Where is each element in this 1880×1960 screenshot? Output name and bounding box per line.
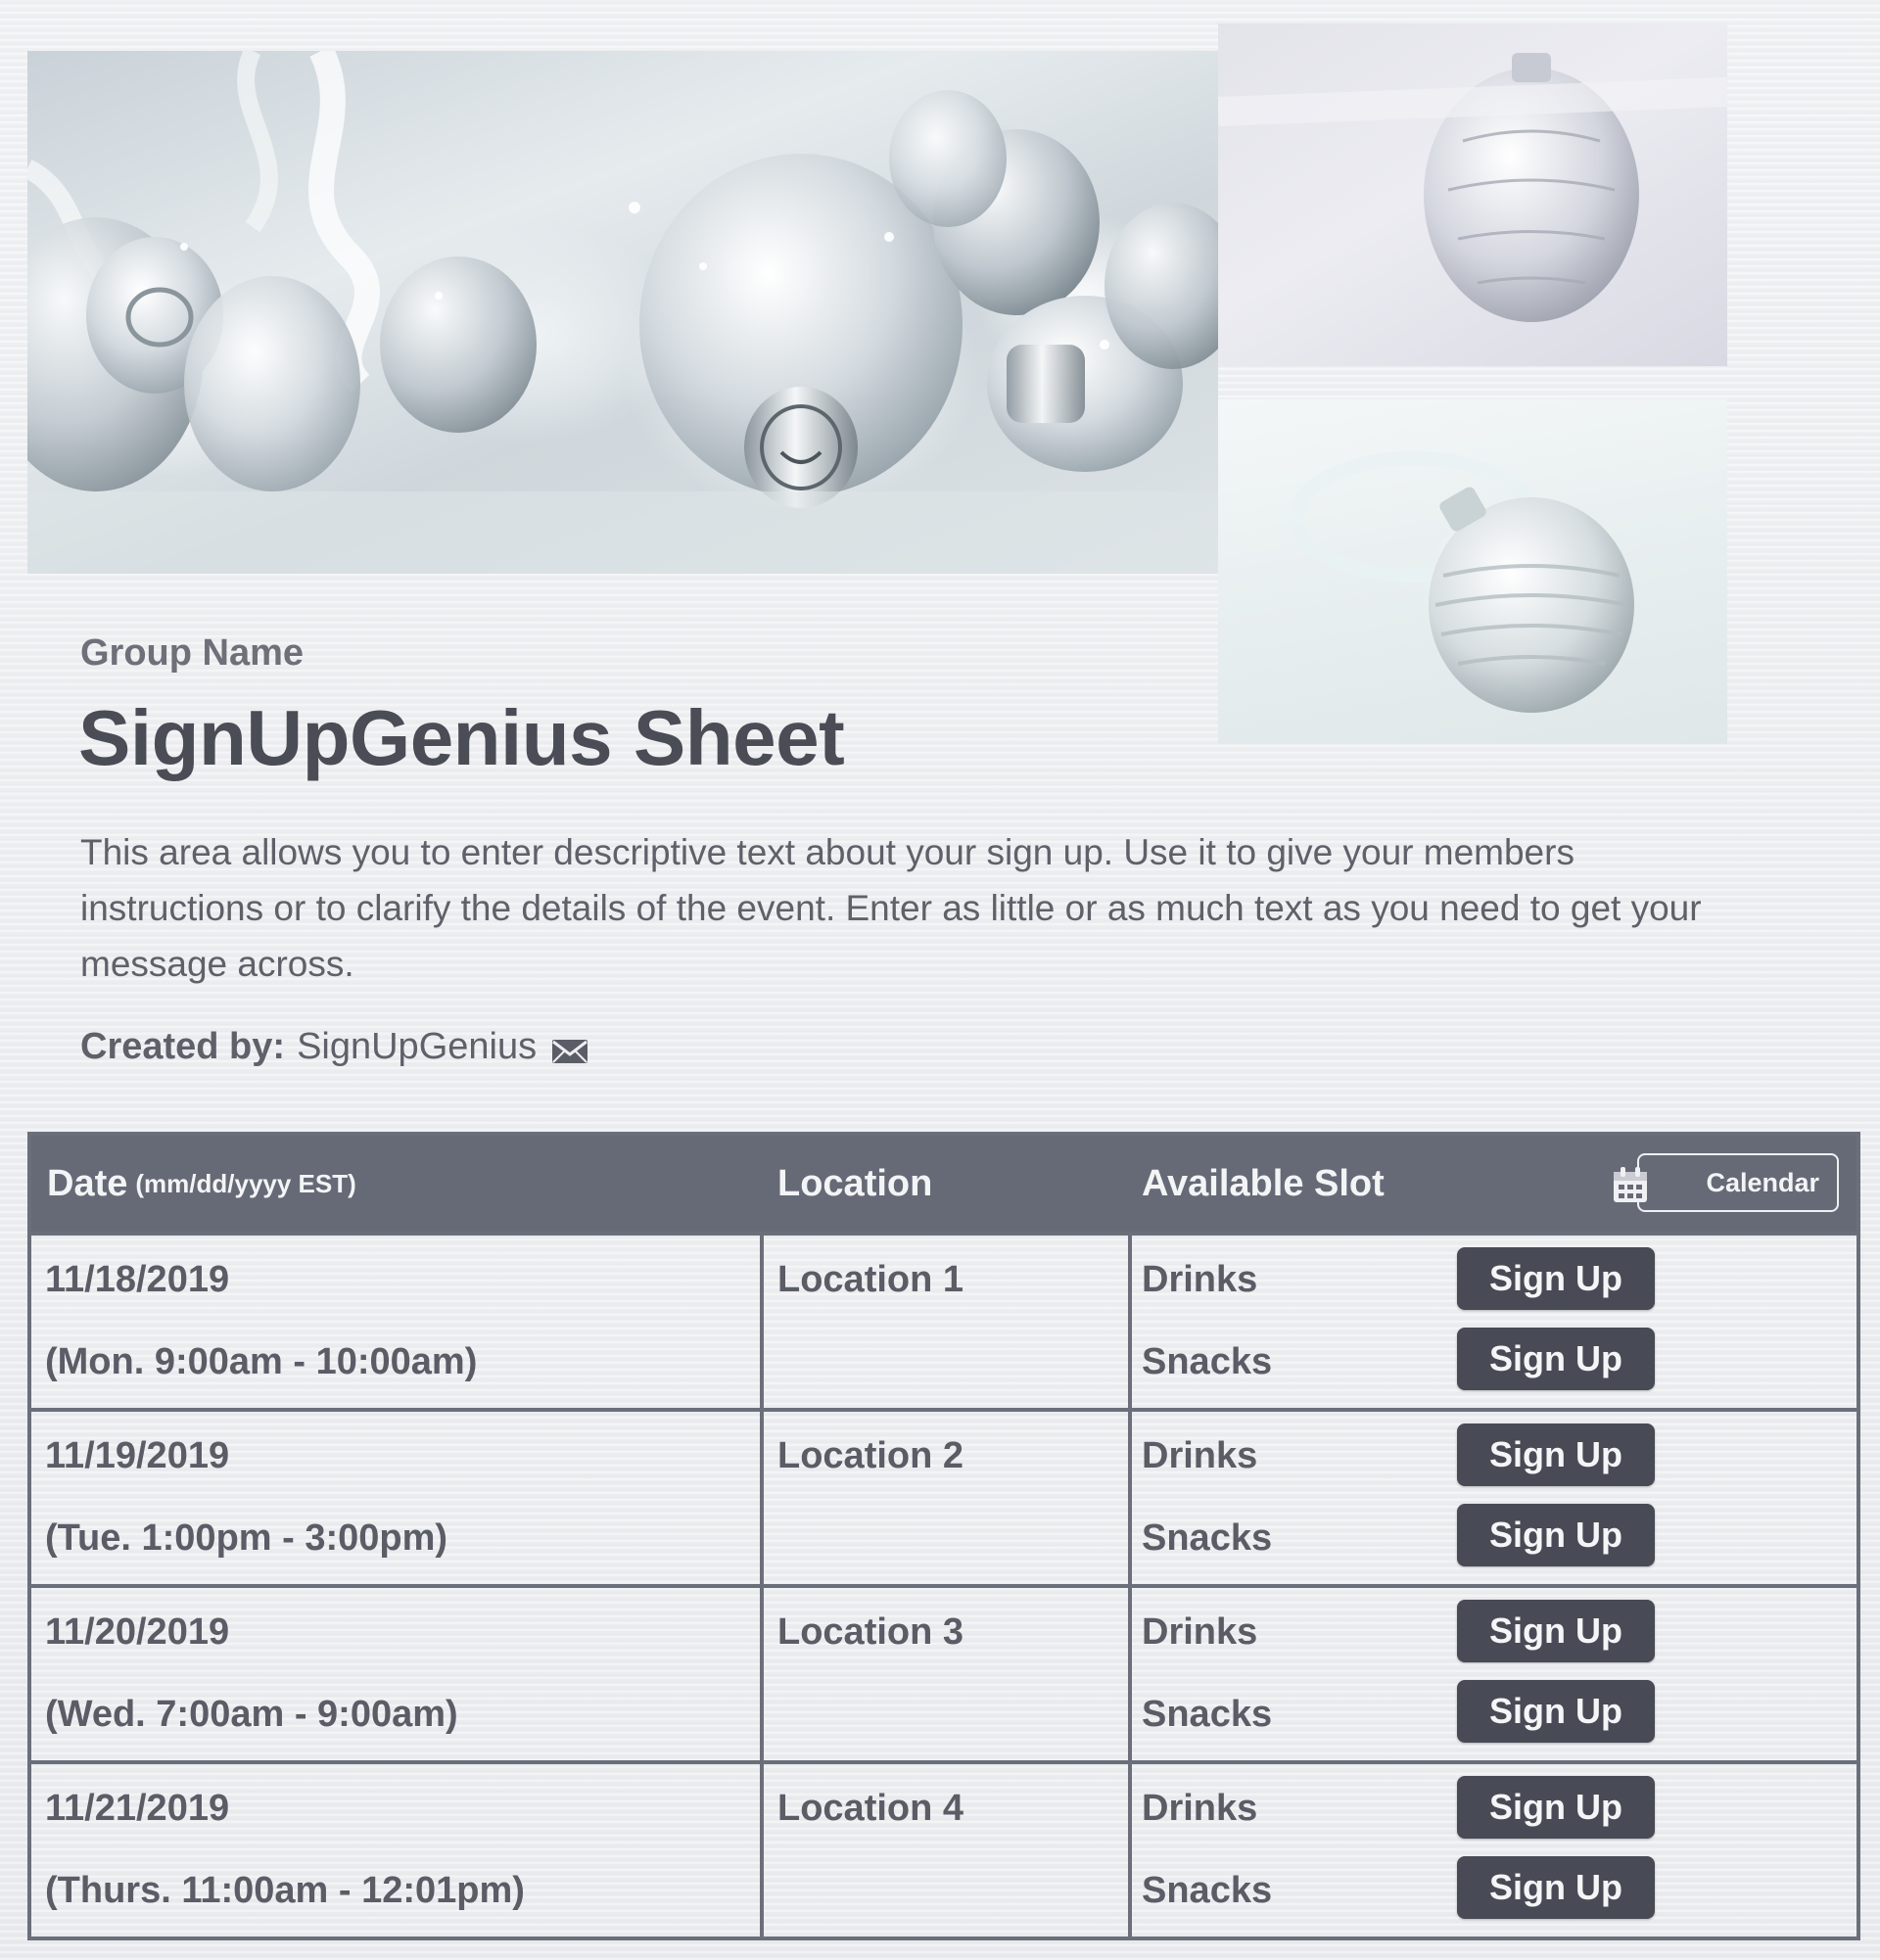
- slot-time: (Tue. 1:00pm - 3:00pm): [45, 1517, 448, 1559]
- slot-item: Snacks: [1142, 1870, 1273, 1911]
- sign-up-button[interactable]: Sign Up: [1457, 1328, 1655, 1390]
- signup-table: [27, 1132, 1860, 1940]
- slot-item: Snacks: [1142, 1341, 1273, 1382]
- slot-cell: [1132, 1588, 1856, 1760]
- calendar-icon: [1612, 1165, 1649, 1204]
- column-header-date: Date (mm/dd/yyyy EST): [47, 1162, 356, 1204]
- table-row: [31, 1760, 1856, 1937]
- group-name: Group Name: [80, 632, 305, 674]
- page-title: SignUpGenius Sheet: [78, 694, 845, 781]
- slot-item: Drinks: [1142, 1611, 1258, 1653]
- ornaments-illustration: [27, 51, 1218, 574]
- pinecone-ornament-illustration: [1218, 23, 1727, 366]
- slot-time: (Mon. 9:00am - 10:00am): [45, 1341, 478, 1382]
- location-cell: [764, 1764, 1132, 1937]
- banner-ornaments-image: [27, 51, 1218, 574]
- sign-up-button[interactable]: Sign Up: [1457, 1856, 1655, 1919]
- sign-up-button[interactable]: Sign Up: [1457, 1776, 1655, 1839]
- calendar-button-label: Calendar: [1706, 1167, 1819, 1197]
- banner-pinecone-image: [1218, 23, 1727, 366]
- location-cell: [764, 1412, 1132, 1584]
- slot-cell: [1132, 1236, 1856, 1408]
- sign-up-button[interactable]: Sign Up: [1457, 1504, 1655, 1566]
- pacifier-ornament-illustration: [1218, 399, 1727, 744]
- sign-up-button[interactable]: Sign Up: [1457, 1600, 1655, 1662]
- creator-name: SignUpGenius: [297, 1026, 538, 1067]
- date-format-note: (mm/dd/yyyy EST): [135, 1168, 356, 1198]
- calendar-button[interactable]: [1637, 1153, 1839, 1212]
- slot-location: Location 3: [777, 1611, 964, 1653]
- slot-date: 11/19/2019: [45, 1435, 230, 1476]
- date-cell: [31, 1588, 764, 1760]
- created-by: [80, 1026, 589, 1068]
- slot-date: 11/21/2019: [45, 1788, 230, 1829]
- banner-pacifier-image: [1218, 399, 1727, 744]
- slot-item: Snacks: [1142, 1694, 1273, 1735]
- slot-item: Drinks: [1142, 1788, 1258, 1829]
- slot-cell: [1132, 1764, 1856, 1937]
- table-row: [31, 1408, 1856, 1584]
- location-cell: [764, 1236, 1132, 1408]
- slot-location: Location 4: [777, 1788, 964, 1829]
- date-cell: [31, 1764, 764, 1937]
- slot-cell: [1132, 1412, 1856, 1584]
- slot-time: (Thurs. 11:00am - 12:01pm): [45, 1870, 525, 1911]
- slot-date: 11/18/2019: [45, 1259, 230, 1300]
- slot-item: Drinks: [1142, 1435, 1258, 1476]
- sign-up-button[interactable]: Sign Up: [1457, 1423, 1655, 1486]
- slot-time: (Wed. 7:00am - 9:00am): [45, 1694, 458, 1735]
- column-header-location: Location: [777, 1162, 933, 1204]
- slot-item: Snacks: [1142, 1517, 1273, 1559]
- slot-location: Location 1: [777, 1259, 964, 1300]
- date-cell: [31, 1412, 764, 1584]
- column-header-slot: Available Slot: [1142, 1162, 1385, 1204]
- slot-item: Drinks: [1142, 1259, 1258, 1300]
- table-header: [31, 1136, 1856, 1232]
- table-row: [31, 1584, 1856, 1760]
- sign-up-button[interactable]: Sign Up: [1457, 1680, 1655, 1743]
- table-row: [31, 1232, 1856, 1408]
- sign-up-button[interactable]: Sign Up: [1457, 1247, 1655, 1310]
- sheet-description: This area allows you to enter descriptive text about your sign up. Use it to give your members instructions or to clarify the details of the event. Enter as little or as much text as you need to get your message across.: [80, 832, 1702, 984]
- created-by-label: Created by:: [80, 1026, 286, 1067]
- date-cell: [31, 1236, 764, 1408]
- slot-location: Location 2: [777, 1435, 964, 1476]
- location-cell: [764, 1588, 1132, 1760]
- envelope-icon[interactable]: [550, 1033, 589, 1062]
- slot-date: 11/20/2019: [45, 1611, 230, 1653]
